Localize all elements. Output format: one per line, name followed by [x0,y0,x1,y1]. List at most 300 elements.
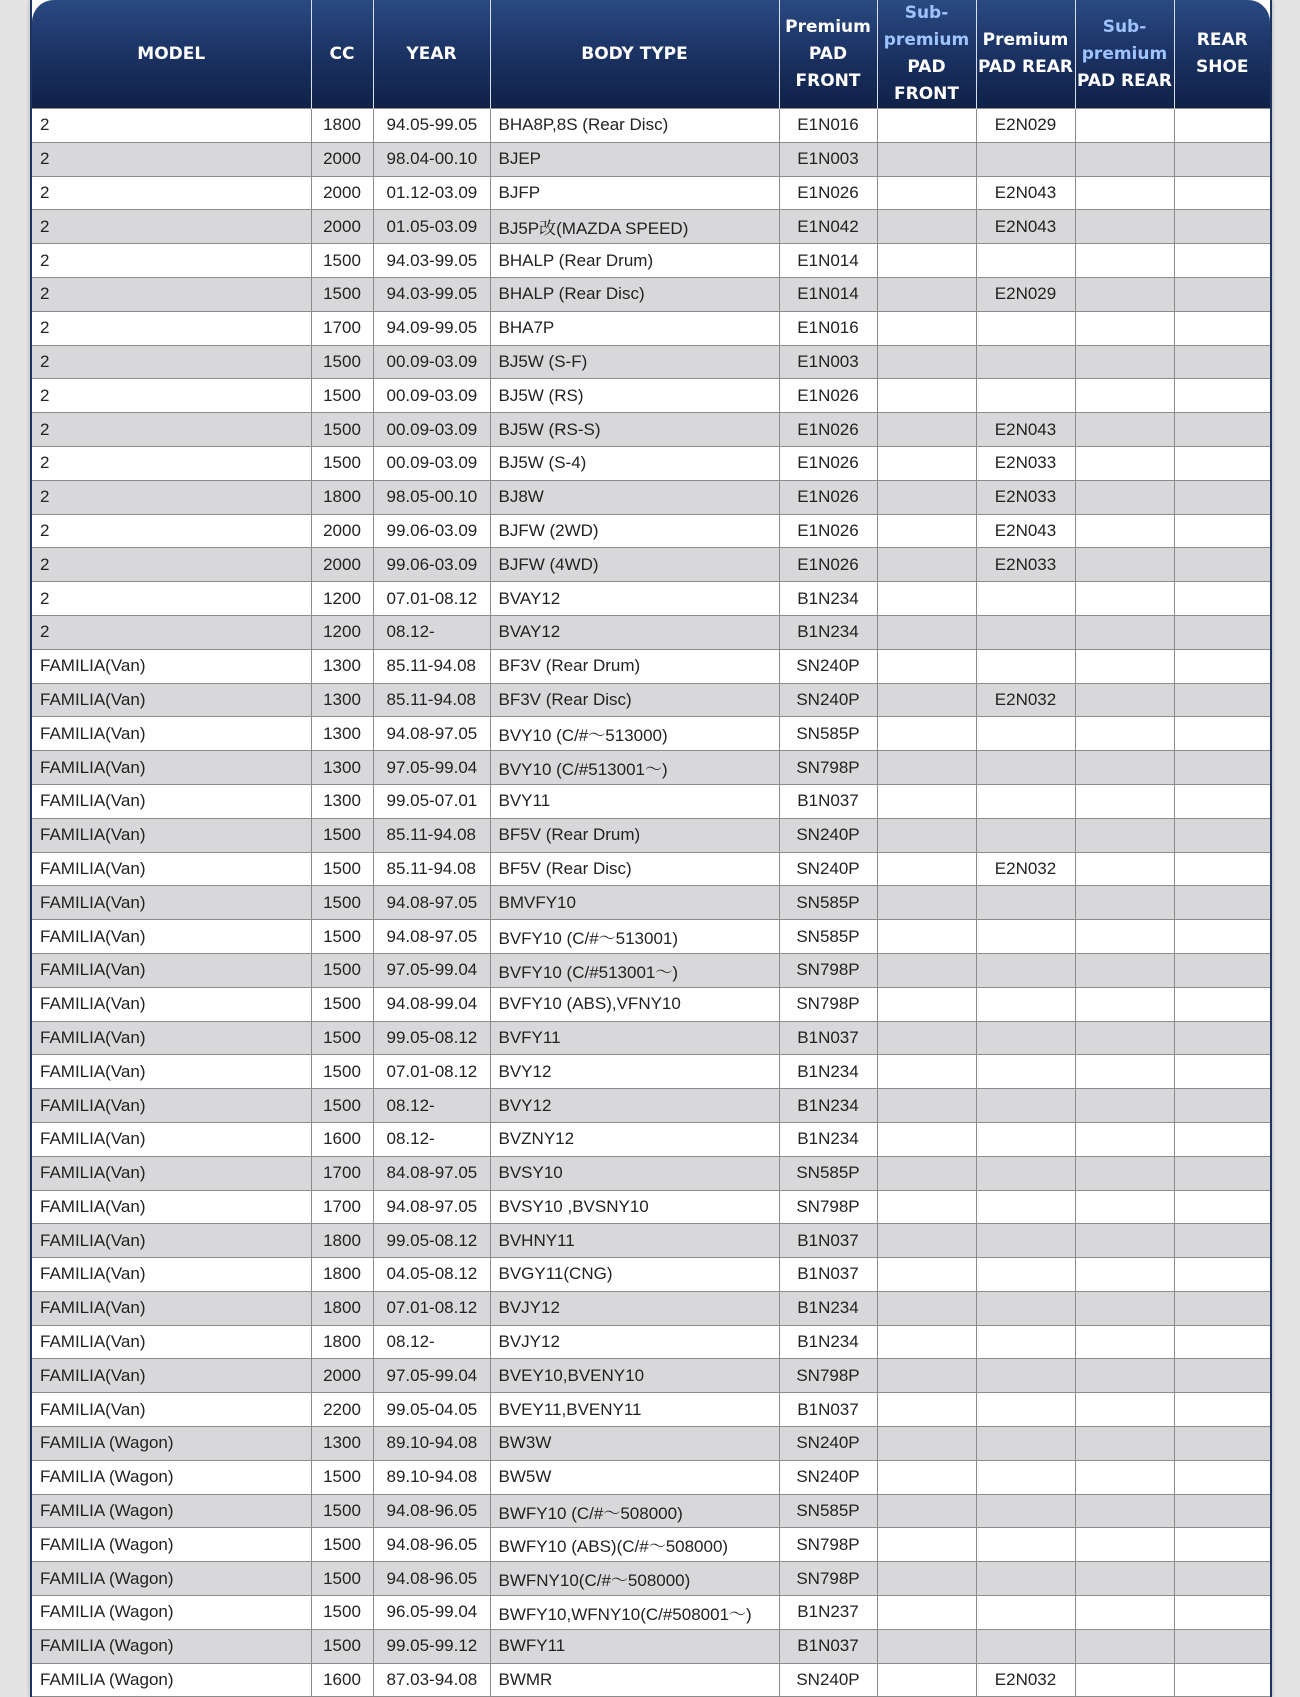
cell-rear-shoe [1174,413,1270,447]
header-premium-pad-rear [976,0,1075,109]
cell-premium-pad-rear [976,886,1075,920]
cell-year: 99.06-03.09 [373,548,490,582]
cell-cc: 1500 [311,446,373,480]
cell-model: FAMILIA(Van) [32,987,311,1021]
cell-subpremium-pad-rear [1075,615,1174,649]
cell-body-type: BWFY10,WFNY10(C/#508001〜) [490,1596,779,1630]
cell-body-type: BVJY12 [490,1291,779,1325]
cell-model: 2 [32,615,311,649]
cell-body-type: BHA8P,8S (Rear Disc) [490,109,779,143]
cell-subpremium-pad-front [877,582,976,616]
cell-model: 2 [32,379,311,413]
cell-subpremium-pad-rear [1075,311,1174,345]
cell-cc: 1800 [311,1325,373,1359]
cell-subpremium-pad-rear [1075,683,1174,717]
cell-rear-shoe [1174,717,1270,751]
cell-subpremium-pad-front [877,1156,976,1190]
cell-body-type: BJ5P改(MAZDA SPEED) [490,210,779,244]
cell-rear-shoe [1174,244,1270,278]
cell-subpremium-pad-front [877,649,976,683]
cell-year: 99.06-03.09 [373,514,490,548]
cell-body-type: BJFP [490,176,779,210]
cell-subpremium-pad-rear [1075,109,1174,143]
header-model: MODEL [32,0,311,109]
cell-cc: 1800 [311,1258,373,1292]
cell-model: 2 [32,345,311,379]
cell-body-type: BVSY10 [490,1156,779,1190]
cell-cc: 1600 [311,1122,373,1156]
cell-cc: 1500 [311,244,373,278]
cell-subpremium-pad-rear [1075,1021,1174,1055]
table-row [32,1596,1270,1630]
cell-model: 2 [32,244,311,278]
cell-rear-shoe [1174,582,1270,616]
cell-body-type: BJ5W (S-4) [490,446,779,480]
cell-year: 94.03-99.05 [373,244,490,278]
cell-model: FAMILIA (Wagon) [32,1663,311,1697]
cell-cc: 2000 [311,1359,373,1393]
table-row [32,413,1270,447]
cell-subpremium-pad-front [877,210,976,244]
header-subpremium-pad-rear-line2: PAD REAR [1076,70,1173,91]
cell-premium-pad-front: SN798P [779,1562,877,1596]
table-row [32,1089,1270,1123]
cell-subpremium-pad-front [877,818,976,852]
cell-premium-pad-rear [976,1359,1075,1393]
cell-premium-pad-rear [976,1325,1075,1359]
cell-subpremium-pad-front [877,615,976,649]
cell-year: 94.08-97.05 [373,717,490,751]
cell-year: 99.05-04.05 [373,1393,490,1427]
cell-premium-pad-rear [976,784,1075,818]
table-row [32,1258,1270,1292]
cell-model: FAMILIA(Van) [32,1190,311,1224]
cell-year: 94.03-99.05 [373,277,490,311]
cell-cc: 1500 [311,1021,373,1055]
cell-year: 85.11-94.08 [373,649,490,683]
cell-cc: 1800 [311,480,373,514]
table-row [32,311,1270,345]
cell-model: 2 [32,514,311,548]
cell-premium-pad-front: B1N234 [779,582,877,616]
cell-body-type: BWFNY10(C/#〜508000) [490,1562,779,1596]
cell-subpremium-pad-front [877,1258,976,1292]
cell-subpremium-pad-rear [1075,920,1174,954]
cell-subpremium-pad-front [877,1190,976,1224]
cell-rear-shoe [1174,1663,1270,1697]
cell-year: 97.05-99.04 [373,953,490,987]
cell-year: 00.09-03.09 [373,413,490,447]
cell-subpremium-pad-front [877,1663,976,1697]
cell-year: 99.05-07.01 [373,784,490,818]
header-body-type: BODY TYPE [490,0,779,109]
cell-model: FAMILIA(Van) [32,1021,311,1055]
cell-year: 08.12- [373,1325,490,1359]
cell-premium-pad-rear [976,1291,1075,1325]
cell-year: 00.09-03.09 [373,379,490,413]
table-row [32,379,1270,413]
cell-body-type: BVFY10 (C/#〜513001) [490,920,779,954]
table-row [32,480,1270,514]
header-rear-shoe [1174,0,1270,109]
cell-premium-pad-rear [976,1224,1075,1258]
cell-subpremium-pad-front [877,1427,976,1461]
cell-premium-pad-front: SN240P [779,683,877,717]
cell-body-type: BVZNY12 [490,1122,779,1156]
cell-body-type: BJ5W (RS-S) [490,413,779,447]
cell-rear-shoe [1174,142,1270,176]
cell-rear-shoe [1174,345,1270,379]
cell-premium-pad-rear [976,1427,1075,1461]
cell-year: 99.05-99.12 [373,1629,490,1663]
cell-rear-shoe [1174,210,1270,244]
cell-subpremium-pad-rear [1075,784,1174,818]
brake-parts-table [32,0,1270,1697]
cell-body-type: BJFW (4WD) [490,548,779,582]
cell-cc: 1300 [311,784,373,818]
cell-year: 85.11-94.08 [373,852,490,886]
cell-model: FAMILIA(Van) [32,1359,311,1393]
cell-premium-pad-front: E1N026 [779,379,877,413]
cell-subpremium-pad-rear [1075,1562,1174,1596]
header-subpremium-pad-front [877,0,976,109]
cell-model: FAMILIA(Van) [32,953,311,987]
cell-model: FAMILIA(Van) [32,717,311,751]
cell-premium-pad-rear [976,1528,1075,1562]
cell-model: FAMILIA (Wagon) [32,1528,311,1562]
table-row [32,345,1270,379]
cell-subpremium-pad-front [877,244,976,278]
cell-rear-shoe [1174,683,1270,717]
cell-subpremium-pad-rear [1075,1393,1174,1427]
cell-cc: 1800 [311,1291,373,1325]
cell-cc: 1500 [311,1562,373,1596]
table-row [32,1055,1270,1089]
cell-rear-shoe [1174,548,1270,582]
cell-model: FAMILIA (Wagon) [32,1562,311,1596]
cell-premium-pad-rear [976,1629,1075,1663]
header-year: YEAR [373,0,490,109]
table-row [32,1629,1270,1663]
cell-premium-pad-rear [976,1190,1075,1224]
cell-premium-pad-front: E1N003 [779,345,877,379]
cell-premium-pad-rear: E2N043 [976,210,1075,244]
cell-premium-pad-rear [976,1562,1075,1596]
cell-subpremium-pad-rear [1075,1460,1174,1494]
cell-body-type: BHALP (Rear Drum) [490,244,779,278]
table-row [32,615,1270,649]
cell-rear-shoe [1174,277,1270,311]
cell-year: 94.08-96.05 [373,1494,490,1528]
cell-cc: 1300 [311,751,373,785]
table-row [32,277,1270,311]
cell-rear-shoe [1174,818,1270,852]
cell-cc: 1700 [311,1190,373,1224]
cell-premium-pad-rear [976,717,1075,751]
cell-premium-pad-front: E1N026 [779,548,877,582]
cell-cc: 1500 [311,886,373,920]
table-row [32,953,1270,987]
cell-subpremium-pad-rear [1075,886,1174,920]
cell-year: 01.05-03.09 [373,210,490,244]
cell-rear-shoe [1174,1596,1270,1630]
cell-subpremium-pad-front [877,1359,976,1393]
cell-premium-pad-rear: E2N033 [976,480,1075,514]
cell-premium-pad-front: B1N234 [779,1291,877,1325]
cell-year: 94.05-99.05 [373,109,490,143]
cell-subpremium-pad-rear [1075,852,1174,886]
cell-subpremium-pad-rear [1075,210,1174,244]
cell-premium-pad-front: SN585P [779,886,877,920]
header-rear-shoe-line1: REAR [1196,30,1248,50]
cell-rear-shoe [1174,1021,1270,1055]
cell-rear-shoe [1174,1494,1270,1528]
cell-subpremium-pad-front [877,176,976,210]
cell-cc: 2200 [311,1393,373,1427]
cell-body-type: BVY12 [490,1055,779,1089]
cell-model: FAMILIA(Van) [32,818,311,852]
cell-premium-pad-rear [976,649,1075,683]
cell-premium-pad-front: E1N016 [779,311,877,345]
cell-year: 94.08-99.04 [373,987,490,1021]
cell-subpremium-pad-front [877,1055,976,1089]
cell-subpremium-pad-rear [1075,1427,1174,1461]
cell-model: FAMILIA(Van) [32,1291,311,1325]
cell-rear-shoe [1174,1122,1270,1156]
cell-cc: 1800 [311,109,373,143]
cell-year: 97.05-99.04 [373,751,490,785]
cell-premium-pad-front: B1N037 [779,1393,877,1427]
cell-cc: 1300 [311,683,373,717]
cell-subpremium-pad-front [877,413,976,447]
table-row [32,1393,1270,1427]
cell-year: 00.09-03.09 [373,446,490,480]
table-row [32,920,1270,954]
cell-subpremium-pad-front [877,142,976,176]
cell-rear-shoe [1174,311,1270,345]
cell-year: 94.08-97.05 [373,920,490,954]
cell-subpremium-pad-rear [1075,1629,1174,1663]
cell-body-type: BVSY10 ,BVSNY10 [490,1190,779,1224]
cell-body-type: BWFY11 [490,1629,779,1663]
cell-subpremium-pad-rear [1075,1359,1174,1393]
cell-rear-shoe [1174,784,1270,818]
cell-year: 00.09-03.09 [373,345,490,379]
cell-premium-pad-front: B1N037 [779,1629,877,1663]
cell-subpremium-pad-rear [1075,1258,1174,1292]
cell-body-type: BHALP (Rear Disc) [490,277,779,311]
cell-cc: 1700 [311,311,373,345]
cell-subpremium-pad-rear [1075,1122,1174,1156]
cell-premium-pad-rear: E2N032 [976,683,1075,717]
cell-subpremium-pad-front [877,1122,976,1156]
cell-cc: 2000 [311,514,373,548]
cell-model: FAMILIA(Van) [32,1393,311,1427]
cell-subpremium-pad-front [877,987,976,1021]
cell-premium-pad-front: E1N026 [779,176,877,210]
table-row [32,1122,1270,1156]
cell-model: FAMILIA(Van) [32,1156,311,1190]
cell-subpremium-pad-rear [1075,649,1174,683]
cell-cc: 1500 [311,345,373,379]
cell-subpremium-pad-rear [1075,1190,1174,1224]
cell-subpremium-pad-rear [1075,1224,1174,1258]
cell-body-type: BVY12 [490,1089,779,1123]
header-premium-pad-rear-line2: PAD REAR [977,57,1074,77]
cell-premium-pad-front: E1N026 [779,446,877,480]
header-rear-shoe-line2: SHOE [1195,57,1249,77]
cell-premium-pad-front: B1N234 [779,1325,877,1359]
cell-model: FAMILIA (Wagon) [32,1460,311,1494]
cell-subpremium-pad-rear [1075,717,1174,751]
cell-rear-shoe [1174,1359,1270,1393]
table-row [32,1021,1270,1055]
cell-subpremium-pad-rear [1075,987,1174,1021]
cell-model: 2 [32,109,311,143]
cell-body-type: BWMR [490,1663,779,1697]
cell-year: 07.01-08.12 [373,582,490,616]
cell-model: FAMILIA (Wagon) [32,1596,311,1630]
cell-cc: 1500 [311,920,373,954]
cell-premium-pad-front: SN798P [779,1190,877,1224]
cell-year: 84.08-97.05 [373,1156,490,1190]
cell-model: 2 [32,277,311,311]
cell-cc: 1500 [311,1494,373,1528]
cell-body-type: BVY10 (C/#513001〜) [490,751,779,785]
cell-subpremium-pad-front [877,311,976,345]
parts-table-frame [30,0,1272,1697]
cell-rear-shoe [1174,1528,1270,1562]
cell-year: 01.12-03.09 [373,176,490,210]
cell-subpremium-pad-front [877,1629,976,1663]
cell-cc: 1500 [311,953,373,987]
cell-model: FAMILIA (Wagon) [32,1427,311,1461]
table-row [32,244,1270,278]
cell-model: FAMILIA(Van) [32,852,311,886]
cell-body-type: BVFY10 (C/#513001〜) [490,953,779,987]
header-cc: CC [311,0,373,109]
cell-body-type: BF5V (Rear Disc) [490,852,779,886]
cell-premium-pad-rear [976,1156,1075,1190]
cell-model: FAMILIA(Van) [32,649,311,683]
cell-rear-shoe [1174,751,1270,785]
cell-subpremium-pad-rear [1075,1528,1174,1562]
cell-premium-pad-rear: E2N043 [976,413,1075,447]
table-row [32,717,1270,751]
cell-subpremium-pad-rear [1075,446,1174,480]
cell-body-type: BVY10 (C/#〜513000) [490,717,779,751]
cell-body-type: BMVFY10 [490,886,779,920]
cell-premium-pad-front: E1N003 [779,142,877,176]
cell-model: 2 [32,548,311,582]
cell-subpremium-pad-front [877,751,976,785]
cell-year: 94.08-96.05 [373,1562,490,1596]
cell-model: 2 [32,142,311,176]
cell-premium-pad-front: SN798P [779,987,877,1021]
cell-subpremium-pad-rear [1075,751,1174,785]
cell-body-type: BVEY11,BVENY11 [490,1393,779,1427]
cell-body-type: BVHNY11 [490,1224,779,1258]
cell-subpremium-pad-front [877,109,976,143]
cell-subpremium-pad-front [877,953,976,987]
cell-year: 07.01-08.12 [373,1291,490,1325]
cell-premium-pad-rear: E2N043 [976,514,1075,548]
cell-body-type: BHA7P [490,311,779,345]
cell-subpremium-pad-front [877,514,976,548]
cell-premium-pad-rear [976,1122,1075,1156]
cell-cc: 1800 [311,1224,373,1258]
cell-premium-pad-rear [976,142,1075,176]
cell-cc: 1500 [311,1460,373,1494]
cell-subpremium-pad-front [877,1325,976,1359]
cell-subpremium-pad-rear [1075,176,1174,210]
cell-premium-pad-front: E1N014 [779,244,877,278]
cell-premium-pad-front: SN240P [779,852,877,886]
cell-subpremium-pad-rear [1075,480,1174,514]
cell-year: 97.05-99.04 [373,1359,490,1393]
cell-subpremium-pad-front [877,1562,976,1596]
cell-premium-pad-front: B1N037 [779,784,877,818]
cell-year: 87.03-94.08 [373,1663,490,1697]
cell-premium-pad-front: SN585P [779,1494,877,1528]
cell-body-type: BJ5W (S-F) [490,345,779,379]
cell-subpremium-pad-rear [1075,1663,1174,1697]
cell-body-type: BVGY11(CNG) [490,1258,779,1292]
cell-year: 08.12- [373,1089,490,1123]
cell-body-type: BF3V (Rear Disc) [490,683,779,717]
cell-rear-shoe [1174,1291,1270,1325]
table-row [32,987,1270,1021]
cell-premium-pad-rear [976,582,1075,616]
cell-rear-shoe [1174,109,1270,143]
cell-premium-pad-front: SN585P [779,717,877,751]
cell-subpremium-pad-front [877,548,976,582]
cell-year: 94.08-97.05 [373,1190,490,1224]
cell-cc: 1500 [311,1089,373,1123]
cell-rear-shoe [1174,1224,1270,1258]
cell-subpremium-pad-rear [1075,1291,1174,1325]
cell-body-type: BJEP [490,142,779,176]
cell-year: 94.08-97.05 [373,886,490,920]
cell-body-type: BWFY10 (C/#〜508000) [490,1494,779,1528]
cell-premium-pad-rear [976,1258,1075,1292]
cell-premium-pad-rear [976,1460,1075,1494]
cell-subpremium-pad-rear [1075,244,1174,278]
cell-cc: 1500 [311,413,373,447]
cell-premium-pad-rear: E2N032 [976,1663,1075,1697]
cell-body-type: BJ8W [490,480,779,514]
cell-year: 07.01-08.12 [373,1055,490,1089]
cell-model: 2 [32,176,311,210]
cell-year: 85.11-94.08 [373,683,490,717]
table-row [32,1156,1270,1190]
cell-premium-pad-front: SN798P [779,953,877,987]
table-row [32,751,1270,785]
cell-premium-pad-front: B1N234 [779,1055,877,1089]
cell-body-type: BW5W [490,1460,779,1494]
cell-subpremium-pad-rear [1075,548,1174,582]
cell-cc: 1600 [311,1663,373,1697]
cell-model: 2 [32,582,311,616]
cell-model: FAMILIA(Van) [32,751,311,785]
table-row [32,886,1270,920]
table-body [32,109,1270,1697]
cell-premium-pad-rear [976,751,1075,785]
cell-premium-pad-front: E1N014 [779,277,877,311]
cell-rear-shoe [1174,480,1270,514]
cell-rear-shoe [1174,1156,1270,1190]
cell-subpremium-pad-front [877,379,976,413]
